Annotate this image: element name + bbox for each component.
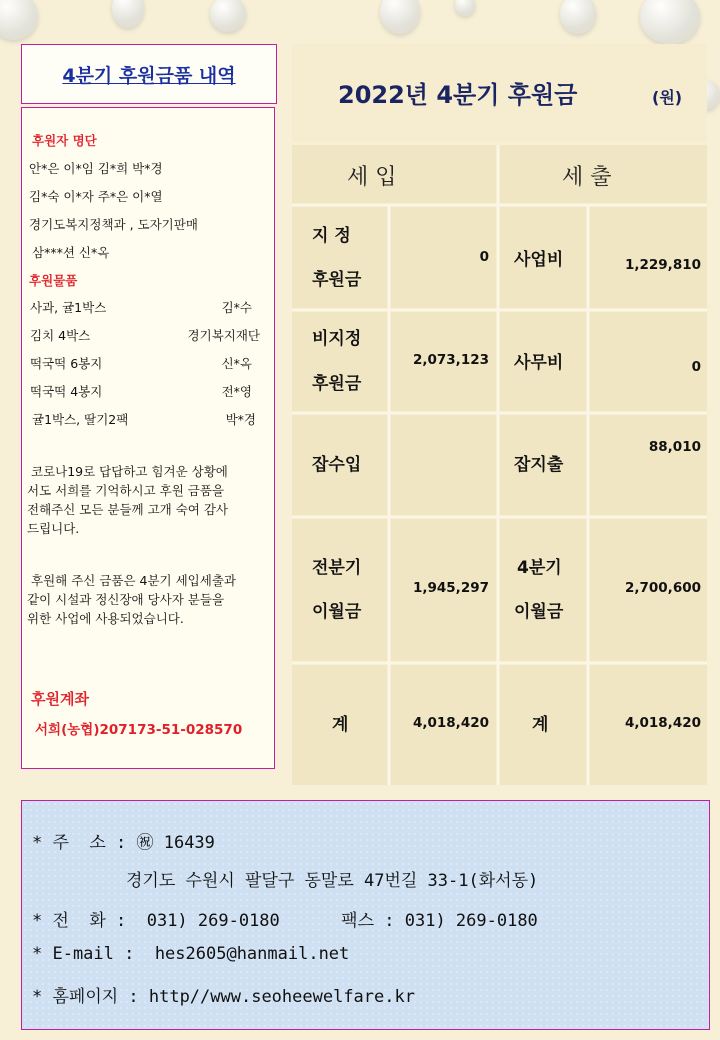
decorative-bubble bbox=[560, 0, 596, 34]
row-value: 0 bbox=[691, 359, 701, 375]
message-line: 전해주신 모든 분들께 고개 숙여 감사 bbox=[27, 502, 228, 517]
left-title-box bbox=[21, 44, 277, 104]
row-label: 후원금 bbox=[312, 270, 362, 290]
row-label: 이월금 bbox=[312, 602, 362, 622]
message-line: 서도 서희를 기억하시고 후원 금품을 bbox=[27, 483, 225, 498]
row-value: 0 bbox=[479, 249, 489, 265]
donor-line: 삼***션 신*옥 bbox=[32, 245, 110, 260]
decorative-bubble bbox=[380, 0, 420, 34]
total-label: 계 bbox=[332, 715, 349, 735]
total-value: 4,018,420 bbox=[624, 715, 701, 731]
row-label: 잡지출 bbox=[514, 455, 564, 475]
goods-item-donor: 박*경 bbox=[225, 412, 256, 427]
row-value: 2,073,123 bbox=[412, 352, 489, 368]
row-label: 잡수입 bbox=[312, 455, 362, 475]
goods-item-donor: 신*옥 bbox=[221, 356, 252, 371]
goods-item bbox=[30, 354, 260, 372]
row-label: 사업비 bbox=[514, 250, 564, 270]
address-text: 경기도 수원시 팔달구 동말로 47번길 33-1(화서동) bbox=[126, 871, 539, 891]
left-title: 4분기 후원금품 내역 bbox=[62, 64, 236, 87]
goods-item-name: 사과, 귤1박스 bbox=[30, 300, 107, 315]
goods-item bbox=[32, 410, 262, 428]
donor-line: 안*은 이*임 김*희 박*경 bbox=[29, 161, 163, 176]
donor-line: 경기도복지정책과 , 도자기판매 bbox=[29, 217, 198, 232]
income-header: 세 입 bbox=[347, 165, 397, 190]
goods-header: 후원물품 bbox=[29, 273, 78, 288]
goods-item-name: 떡국떡 6봉지 bbox=[30, 356, 103, 371]
phone-fax: * 전 화 : 031) 269-0180 팩스 : 031) 269-0180 bbox=[32, 911, 538, 931]
finance-title: 2022년 4분기 후원금 bbox=[338, 81, 578, 109]
row-label: 4분기 bbox=[517, 558, 562, 578]
goods-item-donor: 경기복지재단 bbox=[187, 328, 260, 343]
donor-line: 김*숙 이*자 주*은 이*열 bbox=[29, 189, 163, 204]
account-number: 서희(농협)207173-51-028570 bbox=[35, 722, 243, 738]
decorative-bubble bbox=[210, 0, 246, 32]
row-label: 비지정 bbox=[312, 329, 362, 349]
expense-header: 세 출 bbox=[562, 165, 612, 190]
row-value: 1,945,297 bbox=[412, 580, 489, 596]
account-header: 후원계좌 bbox=[31, 690, 89, 708]
decorative-bubble bbox=[455, 0, 475, 16]
address-label: * 주 소 : ㊗ 16439 bbox=[32, 833, 215, 853]
email[interactable]: * E-mail : hes2605@hanmail.net bbox=[32, 944, 350, 964]
message-line: 코로나19로 답답하고 힘겨운 상황에 bbox=[31, 464, 228, 479]
finance-table bbox=[292, 145, 707, 785]
message-line: 같이 시설과 정신장애 당사자 분들을 bbox=[27, 592, 225, 607]
row-label: 사무비 bbox=[514, 353, 564, 373]
row-value: 88,010 bbox=[648, 439, 701, 455]
total-value: 4,018,420 bbox=[412, 715, 489, 731]
donation-info-panel bbox=[21, 107, 275, 769]
message-line: 드립니다. bbox=[27, 521, 80, 536]
row-label: 지 정 bbox=[312, 226, 351, 246]
message-line: 후원해 주신 금품은 4분기 세입세출과 bbox=[31, 573, 236, 588]
row-label: 이월금 bbox=[514, 602, 564, 622]
homepage-link[interactable]: * 홈페이지 : http//www.seoheewelfare.kr bbox=[32, 987, 415, 1007]
goods-item bbox=[30, 298, 260, 316]
decorative-bubble bbox=[640, 0, 700, 44]
total-label: 계 bbox=[532, 715, 549, 735]
contact-footer bbox=[21, 800, 710, 1030]
goods-item-name: 김치 4박스 bbox=[30, 328, 91, 343]
donors-header: 후원자 명단 bbox=[32, 133, 97, 148]
goods-item-name: 귤1박스, 딸기2팩 bbox=[32, 412, 129, 427]
decorative-bubble bbox=[112, 0, 144, 28]
goods-item-donor: 김*수 bbox=[221, 300, 252, 315]
goods-item-name: 떡국떡 4봉지 bbox=[30, 384, 103, 399]
decorative-bubble bbox=[0, 0, 38, 40]
message-line: 위한 사업에 사용되었습니다. bbox=[27, 611, 184, 626]
row-value: 2,700,600 bbox=[624, 580, 701, 596]
finance-unit: (원) bbox=[652, 88, 683, 107]
row-label: 전분기 bbox=[312, 558, 362, 578]
goods-item bbox=[30, 382, 260, 400]
goods-item bbox=[30, 326, 260, 344]
goods-item-donor: 전*영 bbox=[221, 384, 252, 399]
row-label: 후원금 bbox=[312, 374, 362, 394]
row-value: 1,229,810 bbox=[624, 257, 701, 273]
